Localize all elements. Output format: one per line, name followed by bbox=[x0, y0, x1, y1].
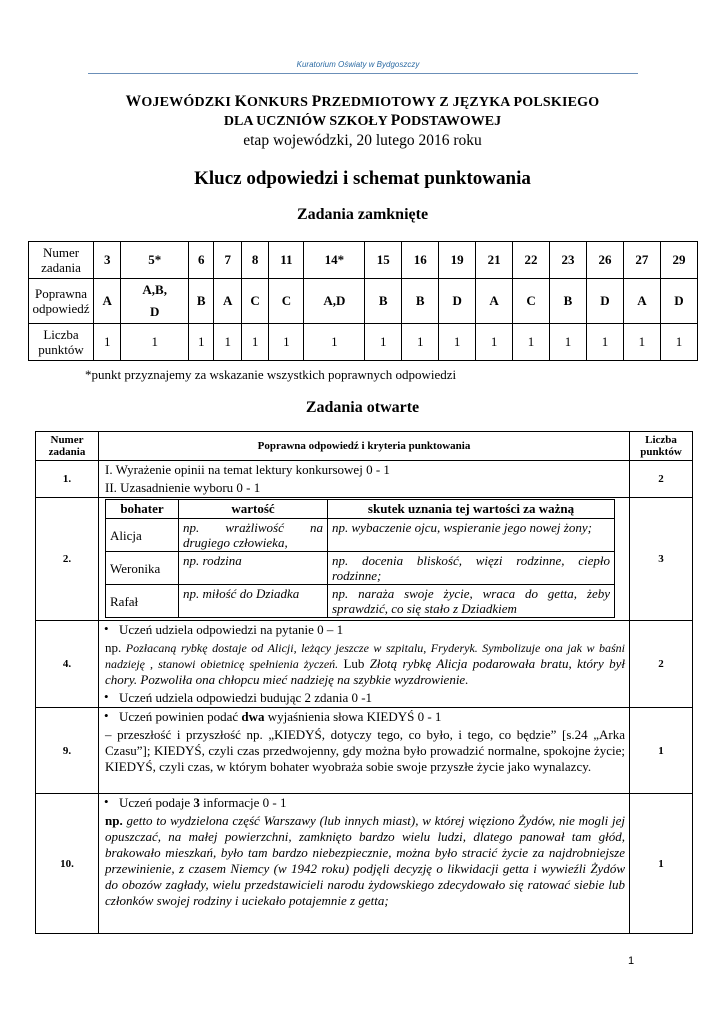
task-answer bbox=[99, 498, 630, 621]
closed-points: 1 bbox=[586, 324, 623, 361]
task-4-criterion-2: • Uczeń udziela odpowiedzi budując 2 zdania 0 -1 bbox=[99, 689, 629, 707]
closed-answer: A bbox=[94, 279, 121, 324]
values-header-value: wartość bbox=[179, 500, 328, 519]
task-10-criterion: • Uczeń podaje 3 informacje 0 - 1 bbox=[99, 794, 629, 812]
title-line-1: WOJEWÓDZKI KONKURS PRZEDMIOTOWY Z JĘZYKA POLSKIEGO bbox=[125, 93, 600, 110]
values-header-hero: bohater bbox=[106, 500, 179, 519]
page-title: Klucz odpowiedzi i schemat punktowania bbox=[194, 168, 531, 189]
closed-answer: B bbox=[365, 279, 402, 324]
header-institution: Kuratorium Oświaty w Bydgoszczy bbox=[296, 60, 420, 69]
closed-number: 8 bbox=[241, 242, 268, 279]
values-table bbox=[105, 499, 615, 618]
page-number: 1 bbox=[628, 955, 635, 967]
values-header-effect: skutek uznania tej wartości za ważną bbox=[328, 500, 615, 519]
task-answer bbox=[99, 461, 630, 498]
closed-number: 11 bbox=[269, 242, 304, 279]
closed-number: 23 bbox=[550, 242, 587, 279]
task-points: 2 bbox=[630, 461, 693, 498]
closed-number: 16 bbox=[402, 242, 439, 279]
closed-answer: C bbox=[513, 279, 550, 324]
values-row bbox=[106, 585, 615, 618]
closed-number: 6 bbox=[188, 242, 214, 279]
closed-points: 1 bbox=[188, 324, 214, 361]
closed-number: 19 bbox=[439, 242, 476, 279]
closed-answer: C bbox=[241, 279, 268, 324]
values-header-row bbox=[106, 500, 615, 519]
task-points: 3 bbox=[630, 498, 693, 621]
closed-section-title: Zadania zamknięte bbox=[296, 206, 429, 223]
task-4-example bbox=[99, 639, 629, 689]
open-row-task-10 bbox=[36, 794, 693, 934]
closed-number: 21 bbox=[476, 242, 513, 279]
hero-effect: np. wybaczenie ojcu, wspieranie jego nowej żony; bbox=[328, 519, 615, 552]
closed-number: 14* bbox=[304, 242, 365, 279]
hero-value: np. wrażliwość na drugiego człowieka, bbox=[179, 519, 328, 552]
title-line-2: DLA UCZNIÓW SZKOŁY PODSTAWOWEJ bbox=[223, 112, 502, 129]
closed-answer: B bbox=[550, 279, 587, 324]
closed-points: 1 bbox=[513, 324, 550, 361]
closed-label-answers: Poprawna odpowiedź bbox=[29, 279, 94, 324]
closed-number: 7 bbox=[214, 242, 241, 279]
task-10-example bbox=[99, 812, 629, 910]
closed-points: 1 bbox=[241, 324, 268, 361]
task-4-criterion-1: • Uczeń udziela odpowiedzi na pytanie 0 – 1 bbox=[99, 621, 629, 639]
open-row-task-2 bbox=[36, 498, 693, 621]
task-number: 10. bbox=[36, 794, 99, 934]
task-answer bbox=[99, 708, 630, 794]
closed-points: 1 bbox=[94, 324, 121, 361]
closed-number: 5* bbox=[121, 242, 189, 279]
task-9-example: – przeszłość i przyszłość np. „KIEDYŚ, dotyczy tego, co było, i tego, co będzie” [s.24 „Arka Czasu”]; KIEDYŚ, czyli czas przedwojenny, gdy można było prowadzić normalne, spokojne życie; KIEDYŚ, czyli czas, w którym bohater wyobraża sobie swoje przyszłe życie jako wynalazcy. bbox=[105, 727, 625, 774]
closed-points: 1 bbox=[304, 324, 365, 361]
hero-name: Weronika bbox=[106, 552, 179, 585]
closed-number: 3 bbox=[94, 242, 121, 279]
hero-name: Alicja bbox=[106, 519, 179, 552]
closed-row-answers bbox=[29, 279, 698, 324]
closed-points: 1 bbox=[269, 324, 304, 361]
closed-answer: A bbox=[214, 279, 241, 324]
np-label: np. bbox=[105, 640, 122, 655]
closed-answer: A,D bbox=[304, 279, 365, 324]
closed-answer: A,B, D bbox=[121, 279, 189, 324]
open-header-num: Numer zadania bbox=[36, 432, 99, 461]
task-points: 1 bbox=[630, 794, 693, 934]
task-number: 9. bbox=[36, 708, 99, 794]
values-row bbox=[106, 552, 615, 585]
closed-points: 1 bbox=[439, 324, 476, 361]
task-number: 2. bbox=[36, 498, 99, 621]
task-points: 1 bbox=[630, 708, 693, 794]
open-header-answer: Poprawna odpowiedź i kryteria punktowania bbox=[99, 432, 630, 461]
values-row bbox=[106, 519, 615, 552]
hero-effect: np. docenia bliskość, więzi rodzinne, ciepło rodzinne; bbox=[328, 552, 615, 585]
np-label: np. bbox=[105, 813, 123, 828]
closed-answer: D bbox=[439, 279, 476, 324]
closed-label-numbers: Numer zadania bbox=[29, 242, 94, 279]
closed-answer: A bbox=[476, 279, 513, 324]
closed-number: 27 bbox=[623, 242, 660, 279]
task-1-line-2: II. Uzasadnienie wyboru 0 - 1 bbox=[105, 480, 261, 495]
open-answers-table bbox=[35, 431, 693, 934]
task-number: 4. bbox=[36, 621, 99, 708]
closed-row-numbers bbox=[29, 242, 698, 279]
task-4-example-1: Pozłacaną rybkę dostaje od Alicji, leżący jeszcze w szpitalu, Fryderyk. Symbolizuje ona jak w baśni nadzieję , stanowi obietnicę spełnienia życzeń. bbox=[105, 641, 625, 671]
closed-answer: C bbox=[269, 279, 304, 324]
closed-points: 1 bbox=[550, 324, 587, 361]
open-section-title: Zadania otwarte bbox=[305, 399, 420, 416]
closed-row-points bbox=[29, 324, 698, 361]
closed-number: 15 bbox=[365, 242, 402, 279]
open-header-row bbox=[36, 432, 693, 461]
task-1-line-1: I. Wyrażenie opinii na temat lektury konkursowej 0 - 1 bbox=[105, 462, 390, 477]
closed-points: 1 bbox=[476, 324, 513, 361]
closed-number: 22 bbox=[513, 242, 550, 279]
closed-points: 1 bbox=[214, 324, 241, 361]
closed-points: 1 bbox=[660, 324, 697, 361]
title-line-3: etap wojewódzki, 20 lutego 2016 roku bbox=[243, 132, 482, 149]
closed-answer: B bbox=[402, 279, 439, 324]
header-divider bbox=[88, 73, 638, 74]
closed-points: 1 bbox=[623, 324, 660, 361]
open-header-points: Liczba punktów bbox=[630, 432, 693, 461]
closed-points: 1 bbox=[121, 324, 189, 361]
task-points: 2 bbox=[630, 621, 693, 708]
hero-name: Rafał bbox=[106, 585, 179, 618]
lub-label: Lub bbox=[338, 656, 370, 671]
task-4-example-2: Złotą rybkę Alicja podarowała bratu, który był chory. Pozwoliła ona chłopcu mieć nadzieję na szybkie wyzdrowienie. bbox=[105, 656, 625, 687]
task-answer bbox=[99, 621, 630, 708]
closed-label-points: Liczba punktów bbox=[29, 324, 94, 361]
hero-value: np. rodzina bbox=[179, 552, 328, 585]
closed-answers-table bbox=[28, 241, 698, 361]
closed-answer: D bbox=[586, 279, 623, 324]
closed-answer: B bbox=[188, 279, 214, 324]
closed-points: 1 bbox=[402, 324, 439, 361]
closed-number: 26 bbox=[586, 242, 623, 279]
title-block bbox=[60, 93, 665, 151]
task-answer bbox=[99, 794, 630, 934]
hero-value: np. miłość do Dziadka bbox=[179, 585, 328, 618]
closed-points: 1 bbox=[365, 324, 402, 361]
closed-note: *punkt przyznajemy za wskazanie wszystkich poprawnych odpowiedzi bbox=[85, 367, 457, 382]
task-10-example-text: getto to wydzielona część Warszawy (lub innych miast), w której więziono Żydów, nie mogli jej opuszczać, na małej powierzchni, zamknięto bardzo wielu ludzi, dlatego panował tam głód, brakowało mieszkań, było tam bardzo niebezpiecznie, można było stracić życie za najdrobniejsze przewinienie, z czasem Niemcy (w 1942 roku) podjęli decyzję o likwidacji getta i wywieźli Żydów do obozów zagłady, wielu przedstawicieli narodu żydowskiego zdecydowało się ratować siebie lub członków swojej rodziny i uciekało potajemnie z getta; bbox=[105, 813, 625, 908]
task-number: 1. bbox=[36, 461, 99, 498]
closed-number: 29 bbox=[660, 242, 697, 279]
open-row-task-1 bbox=[36, 461, 693, 498]
closed-answer: A bbox=[623, 279, 660, 324]
open-row-task-4 bbox=[36, 621, 693, 708]
hero-effect: np. naraża swoje życie, wraca do getta, żeby sprawdzić, co się stało z Dziadkiem bbox=[328, 585, 615, 618]
open-row-task-9 bbox=[36, 708, 693, 794]
task-9-criterion: • Uczeń powinien podać dwa wyjaśnienia słowa KIEDYŚ 0 - 1 bbox=[99, 708, 629, 726]
closed-answer: D bbox=[660, 279, 697, 324]
